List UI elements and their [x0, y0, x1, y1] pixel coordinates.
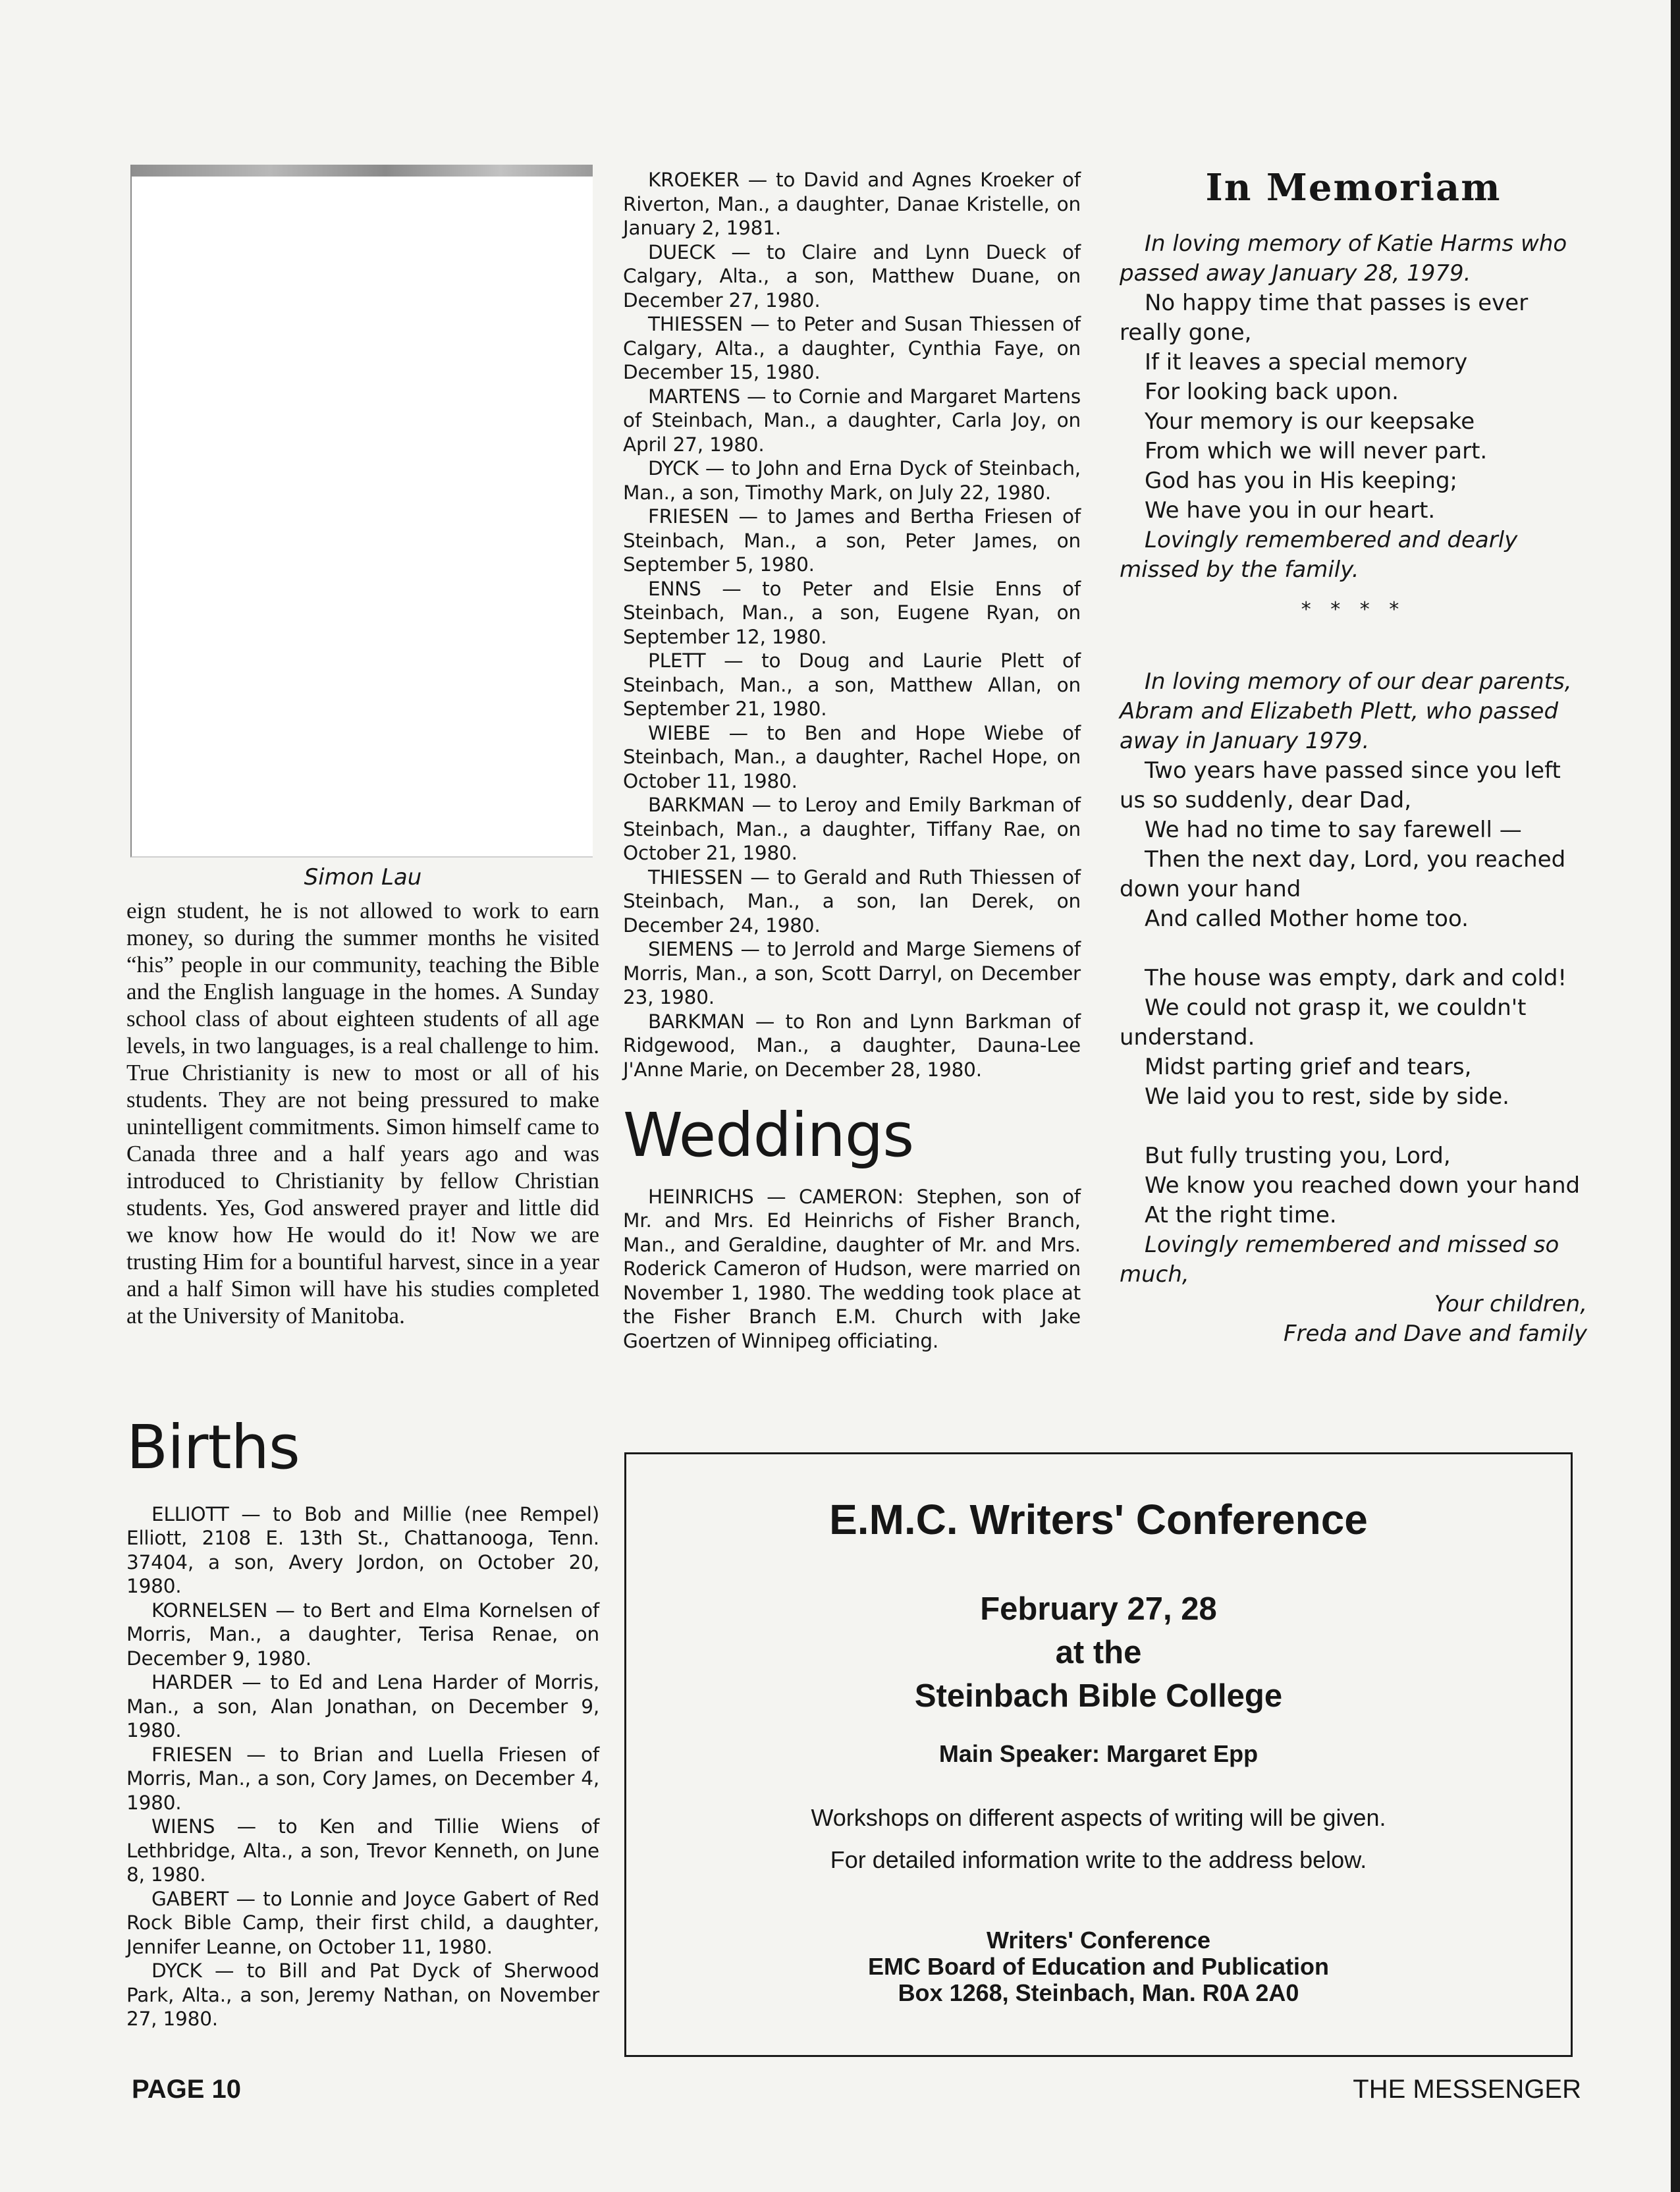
births-heading: Births: [126, 1412, 300, 1483]
scan-edge: [1671, 0, 1680, 2192]
poem-line: Then the next day, Lord, you reached down your hand: [1120, 846, 1566, 902]
wedding-notice: HEINRICHS — CAMERON: Stephen, son of Mr. and Mrs. Ed Heinrichs of Fisher Branch, Man., and Geraldine, daughter of Mr. and Mrs. Roderick Cameron of Hudson, were married on November 1, 1980. The wedding took place at the Fisher Branch E.M. Church with Jake Goertzen of Winnipeg officiating.: [623, 1185, 1081, 1352]
memoriam-column: [1120, 158, 1587, 1349]
poem-line: We could not grasp it, we couldn't understand.: [1120, 995, 1527, 1051]
poem-intro: In loving memory of Katie Harms who passed away January 28, 1979.: [1120, 231, 1567, 287]
birth-notice: DUECK — to Claire and Lynn Dueck of Calgary, Alta., a son, Matthew Duane, on December 27, 1980.: [623, 240, 1081, 312]
signature-line: Your children,: [1434, 1291, 1587, 1317]
photo-simon-lau: [130, 165, 593, 858]
publication-name: THE MESSENGER: [1353, 2075, 1581, 2104]
births-list-right: [623, 168, 1081, 1082]
stanza-gap: [1120, 934, 1587, 964]
birth-notice: DYCK — to Bill and Pat Dyck of Sherwood Park, Alta., a son, Jeremy Nathan, on November 27, 1980.: [126, 1959, 599, 2031]
birth-notice: BARKMAN — to Ron and Lynn Barkman of Ridgewood, Man., a daughter, Dauna-Lee J'Anne Marie, on December 28, 1980.: [623, 1010, 1081, 1081]
birth-notice: KROEKER — to David and Agnes Kroeker of Riverton, Man., a daughter, Danae Kristelle, on January 2, 1981.: [623, 169, 1081, 239]
poem-line: But fully trusting you, Lord,: [1145, 1143, 1451, 1169]
middle-column: [623, 168, 1081, 1353]
poem-line: We have you in our heart.: [1145, 497, 1436, 524]
poem-line: Two years have passed since you left us so suddenly, dear Dad,: [1120, 757, 1561, 813]
section-separator: * * * *: [1301, 598, 1406, 621]
ad-info-line: For detailed information write to the address below.: [830, 1846, 1367, 1873]
poem-closing: Lovingly remembered and dearly missed by the family.: [1120, 527, 1518, 583]
ad-title: E.M.C. Writers' Conference: [829, 1496, 1368, 1543]
birth-notice: WIEBE — to Ben and Hope Wiebe of Steinbach, Man., a daughter, Rachel Hope, on October 11, 1980.: [623, 721, 1081, 792]
birth-notice: ELLIOTT — to Bob and Millie (nee Rempel) Elliott, 2108 E. 13th St., Chattanooga, Tenn. 37404, a son, Avery Jordon, on October 20, 1980.: [126, 1502, 599, 1598]
signature-line: Freda and Dave and family: [1283, 1321, 1587, 1347]
birth-notice: DYCK — to John and Erna Dyck of Steinbach, Man., a son, Timothy Mark, on July 22, 1980.: [623, 457, 1081, 504]
poem-line: We laid you to rest, side by side.: [1145, 1083, 1509, 1110]
weddings-heading: Weddings: [623, 1100, 914, 1170]
ad-address: [626, 1927, 1571, 2006]
ad-date-line: at the: [1055, 1635, 1142, 1670]
poem-line: At the right time.: [1145, 1202, 1337, 1228]
birth-notice: GABERT — to Lonnie and Joyce Gabert of Red Rock Bible Camp, their first child, a daughter, Jennifer Leanne, on October 11, 1980.: [126, 1887, 599, 1958]
left-column: [126, 165, 599, 1329]
birth-notice: FRIESEN — to Brian and Luella Friesen of Morris, Man., a son, Cory James, on December 4, 1980.: [126, 1743, 599, 1814]
birth-notice: PLETT — to Doug and Laurie Plett of Steinbach, Man., a son, Matthew Allan, on September 21, 1980.: [623, 649, 1081, 720]
birth-notice: ENNS — to Peter and Elsie Enns of Steinbach, Man., a son, Eugene Ryan, on September 12, 1980.: [623, 577, 1081, 648]
birth-notice: FRIESEN — to James and Bertha Friesen of Steinbach, Man., a son, Peter James, on September 5, 1980.: [623, 505, 1081, 576]
poem-intro: In loving memory of our dear parents, Abram and Elizabeth Plett, who passed away in January 1979.: [1120, 669, 1572, 754]
poem-line: Midst parting grief and tears,: [1145, 1054, 1472, 1080]
poem-line: If it leaves a special memory: [1145, 349, 1468, 375]
memoriam-title: In Memoriam: [1205, 166, 1502, 209]
page-number: PAGE 10: [132, 2075, 241, 2104]
poem-line: Your memory is our keepsake: [1145, 408, 1475, 435]
poem-line: The house was empty, dark and cold!: [1145, 965, 1567, 991]
birth-notice: WIENS — to Ken and Tillie Wiens of Lethbridge, Alta., a son, Trevor Kenneth, on June 8, 1980.: [126, 1815, 599, 1886]
poem-line: And called Mother home too.: [1145, 906, 1469, 932]
ad-info-line: Workshops on different aspects of writing will be given.: [811, 1804, 1386, 1831]
birth-notice: KORNELSEN — to Bert and Elma Kornelsen of Morris, Man., a daughter, Terisa Renae, on December 9, 1980.: [126, 1599, 599, 1670]
ad-address-line: Box 1268, Steinbach, Man. R0A 2A0: [898, 1979, 1299, 2006]
poem-line: No happy time that passes is ever really gone,: [1120, 290, 1529, 346]
ad-speaker: Main Speaker: Margaret Epp: [938, 1740, 1259, 1767]
birth-notice: MARTENS — to Cornie and Margaret Martens of Steinbach, Man., a daughter, Carla Joy, on April 27, 1980.: [623, 385, 1081, 456]
memoriam-poem-plett: [1120, 667, 1587, 1349]
poem-line: We had no time to say farewell —: [1145, 817, 1522, 843]
birth-notice: THIESSEN — to Peter and Susan Thiessen of Calgary, Alta., a daughter, Cynthia Faye, on December 15, 1980.: [623, 313, 1081, 383]
birth-notice: THIESSEN — to Gerald and Ruth Thiessen of Steinbach, Man., a son, Ian Derek, on December 24, 1980.: [623, 865, 1081, 937]
births-list-left: [126, 1502, 599, 2031]
birth-notice: SIEMENS — to Jerrold and Marge Siemens of Morris, Man., a son, Scott Darryl, on December 23, 1980.: [623, 938, 1081, 1008]
poem-line: We know you reached down your hand: [1145, 1172, 1581, 1199]
story-text: eign student, he is not allowed to work to earn money, so during the summer months he visited “his” people in our community, teaching the Bible and the English language in the homes. A Sunday school class of about eighteen students of all age levels, in two languages, is a real challenge to him. True Christianity is new to most or all of his students. They are not being pressured to make unintelligent commitments. Simon himself came to Canada three and a half years ago and was introduced to Christianity by fellow Christian students. Yes, God answered prayer and little did we know how He would do it! Now we are trusting Him for a bountiful harvest, since in a year and a half Simon will have his studies completed at the University of Manitoba.: [126, 898, 599, 1329]
conference-ad-box: [624, 1452, 1573, 2057]
ad-address-line: Writers' Conference: [987, 1927, 1210, 1954]
ad-address-line: EMC Board of Education and Publication: [867, 1953, 1329, 1980]
photo-caption: Simon Lau: [304, 864, 422, 890]
birth-notice: HARDER — to Ed and Lena Harder of Morris, Man., a son, Alan Jonathan, on December 9, 1980.: [126, 1671, 599, 1742]
memoriam-poem-harms: [1120, 229, 1587, 585]
ad-date-line: Steinbach Bible College: [914, 1678, 1283, 1714]
births-section: [126, 1412, 599, 2031]
poem-line: From which we will never part.: [1145, 438, 1488, 464]
birth-notice: BARKMAN — to Leroy and Emily Barkman of Steinbach, Man., a daughter, Tiffany Rae, on October 21, 1980.: [623, 794, 1081, 864]
photo-top-strip: [132, 165, 593, 177]
stanza-gap: [1120, 1112, 1587, 1141]
ad-date-line: February 27, 28: [980, 1591, 1217, 1627]
poem-closing: Lovingly remembered and missed so much,: [1120, 1232, 1559, 1288]
poem-line: God has you in His keeping;: [1145, 468, 1457, 494]
poem-line: For looking back upon.: [1145, 379, 1399, 405]
